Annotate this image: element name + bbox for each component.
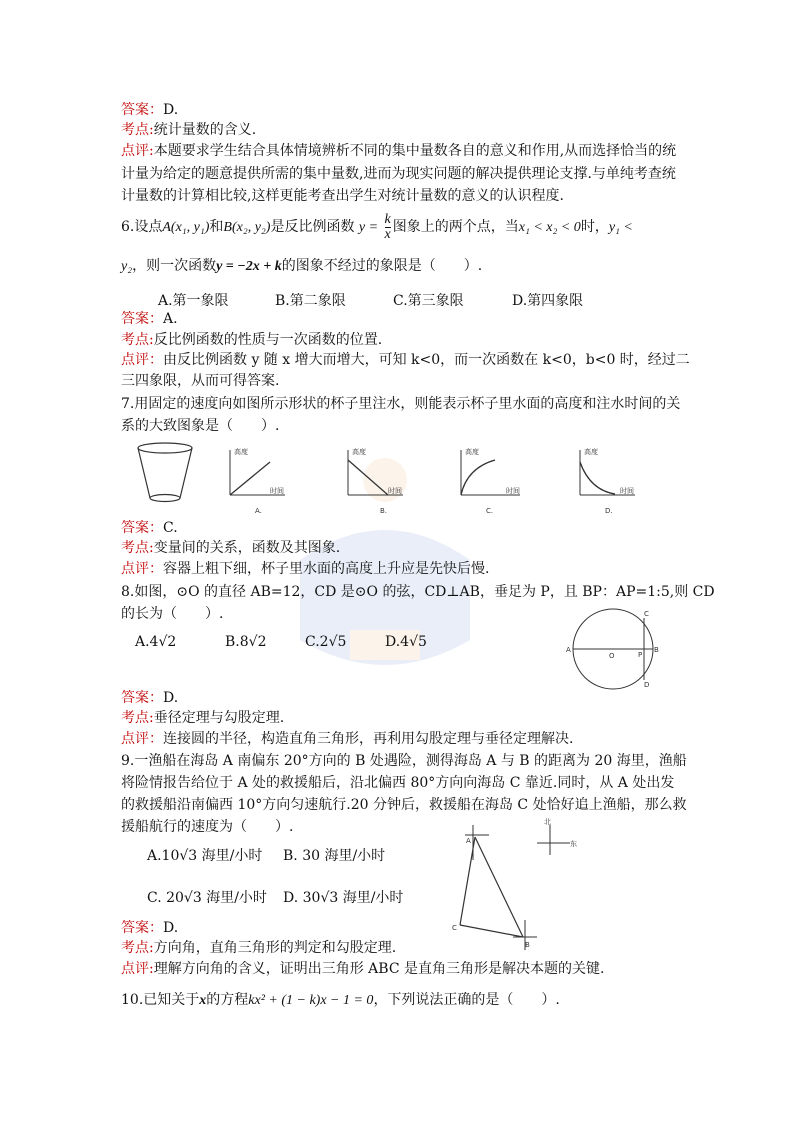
graph-b-xaxis: 时间 <box>388 487 402 495</box>
kaodian-line-5: 考点:统计量数的含义. <box>121 122 257 138</box>
q8-stem-line1: 8.如图，⊙O 的直径 AB=12，CD 是⊙O 的弦，CD⊥AB，垂足为 P，且 BP：AP=1:5,则 CD <box>121 584 715 600</box>
graph-a-yaxis: 高度 <box>234 448 248 456</box>
graph-c-xaxis: 时间 <box>506 487 520 495</box>
graph-c-yaxis: 高度 <box>465 448 479 456</box>
dianping-text: 本题要求学生结合具体情境辨析不同的集中量数各自的意义和作用,从而选择恰当的统 <box>153 143 677 159</box>
svg-text:P: P <box>638 651 643 659</box>
graph-d-label: D. <box>605 507 613 515</box>
answer-line-8: 答案：D. <box>121 690 179 706</box>
answer-line-9: 答案：D. <box>121 920 179 936</box>
kaodian-line-6: 考点:反比例函数的性质与一次函数的位置. <box>121 332 383 348</box>
q6-stem-line2: y₂，则一次函数y = −2x + k的图象不经过的象限是（ ）. <box>121 258 483 274</box>
graph-a-label: A. <box>255 507 262 515</box>
q8-stem-line2: 的长为（ ）. <box>121 606 224 622</box>
dianping-line-5a: 点评:本题要求学生结合具体情境辨析不同的集中量数各自的意义和作用,从而选择恰当的统 <box>121 143 677 159</box>
answer-line-7: 答案：C. <box>121 520 178 536</box>
q9-direction-figure <box>445 815 605 955</box>
q6-option-b: B.第二象限 <box>275 293 346 309</box>
q8-circle-figure <box>565 605 665 700</box>
graph-a-xaxis: 时间 <box>270 487 284 495</box>
svg-text:C: C <box>644 610 649 618</box>
svg-text:北: 北 <box>544 818 551 826</box>
q9-stem-line4: 援船航行的速度为（ ）. <box>121 819 294 835</box>
answer-line-5: 答案：D. <box>121 102 179 118</box>
dianping-line-5c: 计量数的计算相比较,这样更能考查出学生对统计量数的意义的认识程度. <box>121 188 564 204</box>
svg-text:东: 东 <box>570 840 577 848</box>
svg-text:A: A <box>566 646 571 654</box>
dianping-line-6a: 点评：由反比例函数 y 随 x 增大而增大，可知 k<0，而一次函数在 k<0，b<0 时，经过二 <box>121 352 690 368</box>
svg-text:B: B <box>525 941 530 949</box>
graph-b-label: B. <box>380 507 388 515</box>
svg-text:C: C <box>452 924 457 932</box>
q9-stem-line3: 的救援船沿南偏西 10°方向匀速航行.20 分钟后，救援船在海岛 C 处恰好追上渔船，那么救 <box>121 797 687 813</box>
dianping-line-8: 点评：连接圆的半径，构造直角三角形，再利用勾股定理与垂径定理解决. <box>121 731 574 747</box>
graph-c-label: C. <box>486 507 494 515</box>
kaodian-line-8: 考点:垂径定理与勾股定理. <box>121 710 285 726</box>
answer-value: D. <box>163 102 179 118</box>
q9-option-d: D. 30√3 海里/小时 <box>283 890 404 906</box>
dianping-line-5b: 计量为给定的题意提供所需的集中量数,进而为现实问题的解决提供理论支撑.与单纯考查统 <box>121 166 676 182</box>
answer-line-6: 答案：A. <box>121 311 178 327</box>
q9-option-a: A.10√3 海里/小时 <box>147 848 263 864</box>
kaodian-line-9: 考点:方向角，直角三角形的判定和勾股定理. <box>121 940 397 956</box>
q7-figures <box>130 440 660 520</box>
q8-option-c: C.2√5 <box>305 634 347 650</box>
q8-option-b: B.8√2 <box>225 634 267 650</box>
dianping-line-9: 点评:理解方向角的含义，证明出三角形 ABC 是直角三角形是解决本题的关键. <box>121 961 605 977</box>
q8-option-a: A.4√2 <box>135 634 177 650</box>
graph-b-yaxis: 高度 <box>352 448 366 456</box>
dianping-line-6b: 三四象限，从而可得答案. <box>121 373 280 389</box>
q8-option-d: D.4√5 <box>385 634 427 650</box>
kaodian-line-7: 考点:变量间的关系，函数及其图象. <box>121 540 341 556</box>
q6-option-a: A.第一象限 <box>158 293 229 309</box>
q6-option-c: C.第三象限 <box>393 293 464 309</box>
q7-stem-line1: 7.用固定的速度向如图所示形状的杯子里注水，则能表示杯子里水面的高度和注水时间的关 <box>121 396 681 412</box>
svg-text:A: A <box>466 837 471 845</box>
q7-stem-line2: 系的大致图象是（ ）. <box>121 418 280 434</box>
kaodian-text: 统计量数的含义. <box>153 122 257 138</box>
cup-figure <box>138 443 192 502</box>
q9-stem-line1: 9.一渔船在海岛 A 南偏东 20°方向的 B 处遇险，测得海岛 A 与 B 的距离为 20 海里，渔船 <box>121 753 687 769</box>
svg-text:O: O <box>609 652 615 660</box>
graph-d-yaxis: 高度 <box>584 448 598 456</box>
q9-option-c: C. 20√3 海里/小时 <box>147 890 267 906</box>
svg-text:B: B <box>654 646 659 654</box>
graph-d-xaxis: 时间 <box>620 487 634 495</box>
q6-stem-line1: 6.设点A(x₁, y₁)和B(x₂, y₂)是反比例函数 y = $\frac{k}{x}$ 图象上的两个点，当x₁ < x₂ < 0时，y₁ < <box>121 211 633 242</box>
q10-stem: 10.已知关于x的方程kx² + (1 − k)x − 1 = 0，下列说法正确的是（ ）. <box>121 992 560 1008</box>
q9-option-b: B. 30 海里/小时 <box>283 848 386 864</box>
dianping-line-7: 点评：容器上粗下细，杯子里水面的高度上升应是先快后慢. <box>121 561 490 577</box>
q9-stem-line2: 将险情报告给位于 A 处的救援船后，沿北偏西 80°方向向海岛 C 靠近.同时，从 A 处出发 <box>121 775 675 791</box>
svg-text:D: D <box>644 681 650 689</box>
q6-option-d: D.第四象限 <box>512 293 584 309</box>
